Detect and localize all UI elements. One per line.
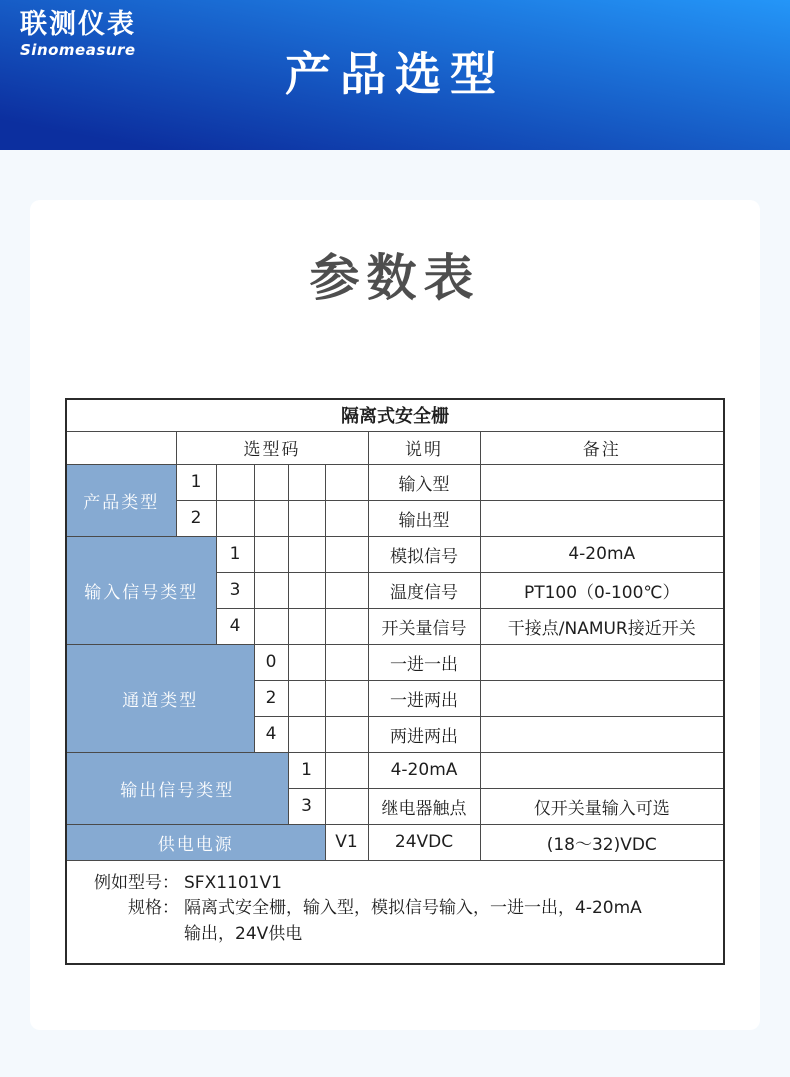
header-blank-cell — [66, 431, 176, 464]
code-cell-empty — [288, 500, 325, 536]
desc-cell: 输入型 — [368, 464, 480, 500]
code-cell: 2 — [176, 500, 216, 536]
code-cell-empty — [325, 572, 368, 608]
code-cell-empty — [254, 536, 288, 572]
remark-cell — [480, 500, 724, 536]
example-spec-line1: 隔离式安全栅，输入型，模拟信号输入，一进一出，4-20mA — [184, 898, 642, 918]
page-title: 产品选型 — [285, 47, 505, 101]
example-model-label: 例如型号： — [94, 872, 179, 893]
code-cell-empty — [325, 464, 368, 500]
group-label-channel-type: 通道类型 — [66, 644, 254, 752]
content-card — [30, 200, 760, 1030]
remark-cell — [480, 716, 724, 752]
code-cell-empty — [254, 608, 288, 644]
code-cell: 4 — [216, 608, 254, 644]
code-cell: 2 — [254, 680, 288, 716]
logo-english-name: Sinomeasure — [20, 40, 136, 59]
group-label-power-supply: 供电电源 — [66, 824, 325, 860]
table-header-row — [66, 431, 724, 464]
example-cell — [66, 860, 724, 964]
example-model-row — [73, 871, 717, 897]
desc-cell: 输出型 — [368, 500, 480, 536]
header-desc: 说明 — [368, 431, 480, 464]
code-cell-empty — [254, 500, 288, 536]
header-remark: 备注 — [480, 431, 724, 464]
banner — [0, 0, 790, 150]
table-row — [66, 824, 724, 860]
code-cell: 0 — [254, 644, 288, 680]
code-cell-empty — [325, 716, 368, 752]
table-row — [66, 752, 724, 788]
desc-cell: 一进两出 — [368, 680, 480, 716]
code-cell-empty — [325, 500, 368, 536]
code-cell: 1 — [176, 464, 216, 500]
code-cell-empty — [288, 680, 325, 716]
remark-cell: 仅开关量输入可选 — [480, 788, 724, 824]
code-cell: 1 — [216, 536, 254, 572]
desc-cell: 两进两出 — [368, 716, 480, 752]
example-row — [66, 860, 724, 964]
header-code: 选型码 — [176, 431, 368, 464]
logo-chinese-name: 联测仪表 — [20, 9, 136, 40]
desc-cell: 模拟信号 — [368, 536, 480, 572]
code-cell-empty — [288, 536, 325, 572]
remark-cell — [480, 464, 724, 500]
remark-cell: 4-20mA — [480, 536, 724, 572]
remark-cell — [480, 680, 724, 716]
code-cell-empty — [288, 608, 325, 644]
code-cell-empty — [288, 572, 325, 608]
example-spec-line2: 输出，24V供电 — [184, 923, 303, 944]
code-cell-empty — [325, 680, 368, 716]
code-cell-empty — [288, 644, 325, 680]
code-cell: 3 — [288, 788, 325, 824]
code-cell-empty — [216, 464, 254, 500]
desc-cell: 4-20mA — [368, 752, 480, 788]
group-label-input-signal-type: 输入信号类型 — [66, 536, 216, 644]
code-cell-empty — [288, 464, 325, 500]
desc-cell: 24VDC — [368, 824, 480, 860]
group-label-product-type: 产品类型 — [66, 464, 176, 536]
code-cell: 4 — [254, 716, 288, 752]
code-cell: 3 — [216, 572, 254, 608]
desc-cell: 继电器触点 — [368, 788, 480, 824]
table-row — [66, 464, 724, 500]
example-spec-row — [73, 896, 717, 947]
product-selection-table — [65, 398, 725, 965]
group-label-output-signal-type: 输出信号类型 — [66, 752, 288, 824]
example-model-value: SFX1101V1 — [184, 872, 282, 893]
code-cell-empty — [216, 500, 254, 536]
desc-cell: 温度信号 — [368, 572, 480, 608]
section-title: 参数表 — [309, 249, 481, 307]
code-cell-empty — [325, 788, 368, 824]
table-title-row — [66, 399, 724, 431]
code-cell-empty — [325, 608, 368, 644]
table-row — [66, 644, 724, 680]
code-cell: 1 — [288, 752, 325, 788]
example-spec-label: 规格： — [128, 898, 179, 918]
code-cell-empty — [325, 536, 368, 572]
table-title: 隔离式安全栅 — [66, 399, 724, 431]
remark-cell — [480, 644, 724, 680]
code-cell-empty — [325, 752, 368, 788]
table-row — [66, 536, 724, 572]
code-cell-empty — [288, 716, 325, 752]
remark-cell: 干接点/NAMUR接近开关 — [480, 608, 724, 644]
code-cell-empty — [254, 572, 288, 608]
remark-cell — [480, 752, 724, 788]
code-cell: V1 — [325, 824, 368, 860]
code-cell-empty — [254, 464, 288, 500]
desc-cell: 一进一出 — [368, 644, 480, 680]
remark-cell: PT100（0-100℃） — [480, 572, 724, 608]
remark-cell: (18～32)VDC — [480, 824, 724, 860]
code-cell-empty — [325, 644, 368, 680]
desc-cell: 开关量信号 — [368, 608, 480, 644]
example-spec-value — [179, 896, 717, 947]
